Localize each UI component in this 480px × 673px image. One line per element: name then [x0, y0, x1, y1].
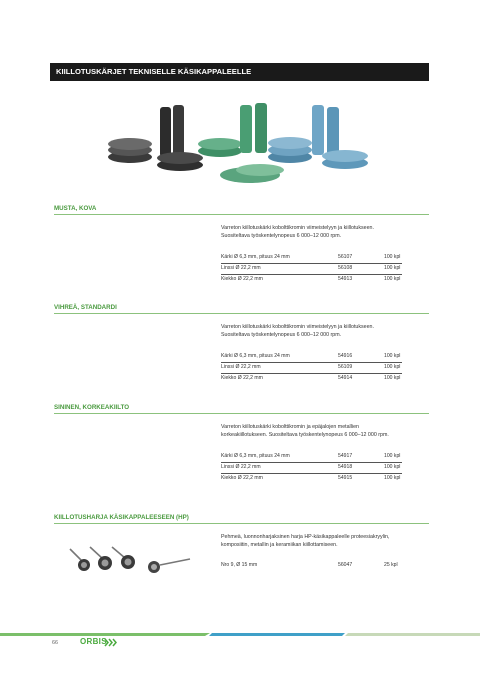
- description-line: Varreton kiillotuskärki kobolttikromin ja epäjalojen metallien: [221, 424, 359, 430]
- product-code: 54914: [338, 375, 353, 381]
- product-name: Linssi Ø 22,2 mm: [221, 464, 261, 470]
- product-qty: 100 kpl: [384, 353, 401, 359]
- product-qty: 25 kpl: [384, 562, 398, 568]
- polishing-brush-image: [66, 545, 192, 581]
- description-line: Pehmeä, luonnonharjaksinen harja HP-käsikappaleelle proteesiakryylin,: [221, 534, 390, 540]
- product-code: 54918: [338, 464, 353, 470]
- product-qty: 100 kpl: [384, 464, 401, 470]
- section-divider: [54, 214, 429, 215]
- section-title-brush: KIILLOTUSHARJA KÄSIKAPPALEESEEN (HP): [54, 514, 189, 521]
- product-code: 56109: [338, 364, 353, 370]
- product-row: [221, 362, 402, 373]
- section-divider: [54, 523, 429, 524]
- product-code: 56107: [338, 254, 353, 260]
- section-title-blue: SININEN, KORKEAKIILTO: [54, 404, 130, 411]
- description-line: Suositeltava työskentelynopeus 6 000–12 000 rpm.: [221, 233, 342, 240]
- product-name: Nro 9, Ø 15 mm: [221, 562, 258, 568]
- product-code: 56108: [338, 265, 353, 271]
- description-line: Varreton kiillotuskärki kobolttikromin viimeistelyyn ja kiillotukseen.: [221, 225, 374, 231]
- product-row: [221, 473, 402, 484]
- product-row: [221, 351, 402, 362]
- product-qty: 100 kpl: [384, 475, 401, 481]
- section-divider: [54, 413, 429, 414]
- page-title: KIILLOTUSKÄRJET TEKNISELLE KÄSIKAPPALEELLE: [56, 67, 252, 76]
- product-row: [221, 274, 402, 285]
- product-qty: 100 kpl: [384, 254, 401, 260]
- logo-chevrons-icon: [104, 638, 118, 647]
- product-code: 54916: [338, 353, 353, 359]
- product-qty: 100 kpl: [384, 375, 401, 381]
- section-description: [221, 323, 426, 340]
- page-title-bar: [50, 63, 429, 81]
- product-name: Kärki Ø 6,3 mm, pituus 24 mm: [221, 353, 290, 359]
- description-line: Suositeltava työskentelynopeus 6 000–12 000 rpm.: [221, 332, 342, 339]
- product-name: Kärki Ø 6,3 mm, pituus 24 mm: [221, 254, 290, 260]
- product-name: Kärki Ø 6,3 mm, pituus 24 mm: [221, 453, 290, 459]
- footer-stripes: [0, 627, 480, 641]
- polishing-tips-image: [100, 95, 380, 195]
- page-number: 66: [52, 640, 58, 646]
- product-row: [221, 263, 402, 274]
- product-name: Linssi Ø 22,2 mm: [221, 265, 261, 271]
- section-title-green: VIHREÄ, STANDARDI: [54, 304, 117, 311]
- description-line: komposiitin, metallin ja keramiikan kiillottamiseen.: [221, 542, 338, 549]
- product-qty: 100 kpl: [384, 364, 401, 370]
- product-name: Linssi Ø 22,2 mm: [221, 364, 261, 370]
- section-divider: [54, 313, 429, 314]
- product-qty: 100 kpl: [384, 276, 401, 282]
- section-description: [221, 423, 426, 440]
- product-code: 56047: [338, 562, 353, 568]
- product-row: [221, 451, 402, 462]
- product-row: [221, 462, 402, 473]
- description-line: korkeakiillotukseen. Suositeltava työskentelynopeus 6 000–12 000 rpm.: [221, 432, 389, 439]
- product-code: 54917: [338, 453, 353, 459]
- product-name: Kiekko Ø 22,2 mm: [221, 276, 263, 282]
- orbis-logo: ORBIS: [80, 637, 107, 646]
- product-name: Kiekko Ø 22,2 mm: [221, 375, 263, 381]
- product-row: [221, 252, 402, 263]
- product-row: [221, 560, 402, 571]
- product-code: 54913: [338, 276, 353, 282]
- product-qty: 100 kpl: [384, 453, 401, 459]
- section-title-black: MUSTA, KOVA: [54, 205, 97, 212]
- product-qty: 100 kpl: [384, 265, 401, 271]
- description-line: Varreton kiillotuskärki kobolttikromin viimeistelyyn ja kiillotukseen.: [221, 324, 374, 330]
- product-code: 54915: [338, 475, 353, 481]
- section-description: [221, 533, 426, 550]
- product-row: [221, 373, 402, 384]
- section-description: [221, 224, 426, 241]
- product-name: Kiekko Ø 22,2 mm: [221, 475, 263, 481]
